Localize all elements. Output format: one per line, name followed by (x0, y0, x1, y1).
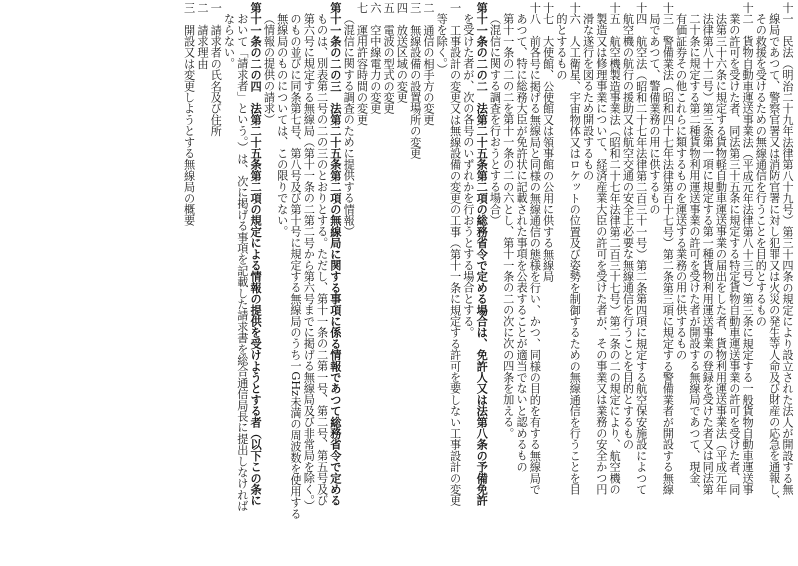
text-line: （混信に関する調査を行おうとする場合） (488, 13, 502, 226)
text-line: 滑な遂行を図るため開設するもの (581, 13, 595, 181)
text-line: （混信に関する調査のために提供する情報） (342, 13, 356, 237)
text-line: その救援を受けるための無線通信を行うことを目的とするもの (754, 13, 768, 327)
text-line: 三 開設又は変更しようとする無線局の概要 (182, 2, 196, 226)
text-line: 二十条に規定する第二種貨物利用運送事業の許可を受けた者が開設する無線局であつて、現金、 (687, 13, 701, 495)
text-line: 十八 前各号に掲げる無線局と同様の無線通信の態様を行い、かつ、同様の目的を有する無線局で (528, 2, 542, 495)
text-line: 第十一条の二の四 法第二十五条第二項の規定による情報の提供を受けようとする者（以下この条に (249, 2, 264, 506)
text-line: 十六 人工衛星、宇宙物体又はロケットの位置及び姿勢を制御するための無線通信を行うことを目 (568, 2, 582, 495)
text-line: 二 通信の相手方の変更 (421, 2, 435, 126)
text-line: 法第三十六条に規定する貨物軽自動車運送事業の届出をした者、貨物利用運送事業法（平成元年 (714, 13, 728, 495)
text-line: 無線局のものについては、この限りでない。 (275, 13, 289, 237)
text-line: 法律第八十二号）第三条第一項に規定する第一種貨物利用運送事業の登録を受けた者又は同法第 (701, 13, 715, 495)
text-line: 第十一条の二の二 法第二十五条第二項の総務省令で定める場合は、免許人又は法第八条の予備免許 (475, 2, 490, 506)
text-line: 五 電波の型式の変更 (382, 2, 396, 114)
text-line: 一 請求者の氏名及び住所 (209, 2, 223, 137)
text-line: 局であつて、警備業務の用に供するもの (648, 13, 662, 215)
text-line: 十三 警備業法（昭和四十七年法律第百十七号）第二条第三項に規定する警備業者が開設する無線 (661, 2, 675, 495)
text-line: 十四 航空法（昭和二十七年法律第二百三十一号）第二条第四項に規定する航空保安施設によつて (634, 2, 648, 495)
text-line: 一 工事設計の変更又は無線設備の変更の工事（第十一条に規定する許可を要しない工事設計の変更 (448, 2, 462, 506)
text-line: 第十一条の二の二を第十一条の二の六とし、第十一条の二の次に次の四条を加える。 (501, 13, 515, 439)
text-line: 十七 大使館、公使館又は領事館の公用に供する無線局 (541, 2, 555, 282)
text-line: 業の許可を受けた者、同法第三十五条に規定する特定貨物自動車運送事業の許可を受けた者、同 (727, 13, 741, 495)
text-line: 六 空中線電力の変更 (368, 2, 382, 114)
text-line: 第十一条の二の三 法第二十五条第二項の無線局に関する事項に係る情報であつて総務省令で定める (328, 2, 343, 506)
text-line: 十五 航空機製造事業法（昭和二十七年法律第二百三十七号）第二条の二の規定により、航空機の (608, 2, 622, 495)
text-line: 第六号に規定する無線局（第十一条の二第二号から第六号までに掲げる無線局及び非常局を除く。） (302, 13, 316, 512)
text-line: 線局であつて、警察官署又は消防官署に対し犯罪又は火災の発生等人命及び財産の応急を通報し、 (767, 13, 781, 506)
text-line: 十二 貨物自動車運送事業法（平成元年法律第八十三号）第三条に規定する一般貨物自動車運送事 (741, 2, 755, 495)
text-line: 的とするもの (554, 13, 568, 81)
text-line: あつて、特に総務大臣が免許状に記載された事項を公表することが適当でないと認めるもの (515, 13, 529, 473)
text-line: 二 請求理由 (195, 2, 209, 70)
text-line: を受けた者が、次の各号のいずれかを行おうとする場合とする。 (461, 13, 475, 338)
text-line: 製造又は修理事業について、経済産業大臣の許可を受けた者が、その事業又は業務の安全かつ円 (594, 13, 608, 495)
text-line: 等を除く。） (435, 13, 449, 75)
text-line: 四 放送区域の変更 (395, 2, 409, 103)
text-line: （情報の提供の請求） (262, 13, 276, 125)
text-line: 七 運用許容時間の変更 (355, 2, 369, 126)
text-line: 十一 民法（明治二十九年法律第八十九号）第三十四条の規定により設立された法人が開設する無 (781, 2, 794, 495)
text-line: おいて「請求者」という。）は、次に掲げる事項を記載した請求書を総合通信局長に提出しなければ (235, 13, 249, 512)
text-line: ものは、別表第二号の二の三のとおりとする。ただし、第十一条の二第一号、第二号、第五号及び (315, 13, 329, 506)
text-line: ならない。 (222, 13, 236, 69)
text-line: 有価証券その他これらに類するものを運送する業務の用に供するもの (674, 13, 688, 361)
text-line: 航空機の航行の援助又は航空交通の安全上必要な無線通信を行うことを目的とするもの (621, 13, 635, 450)
document-page (4, 2, 794, 562)
text-line: 三 無線設備の設置場所の変更 (408, 2, 422, 159)
text-line: のもの並びに同条第七号、第八号及び第十号に規定する無線局のうち一GHz未満の周波数を使用する (289, 13, 303, 520)
